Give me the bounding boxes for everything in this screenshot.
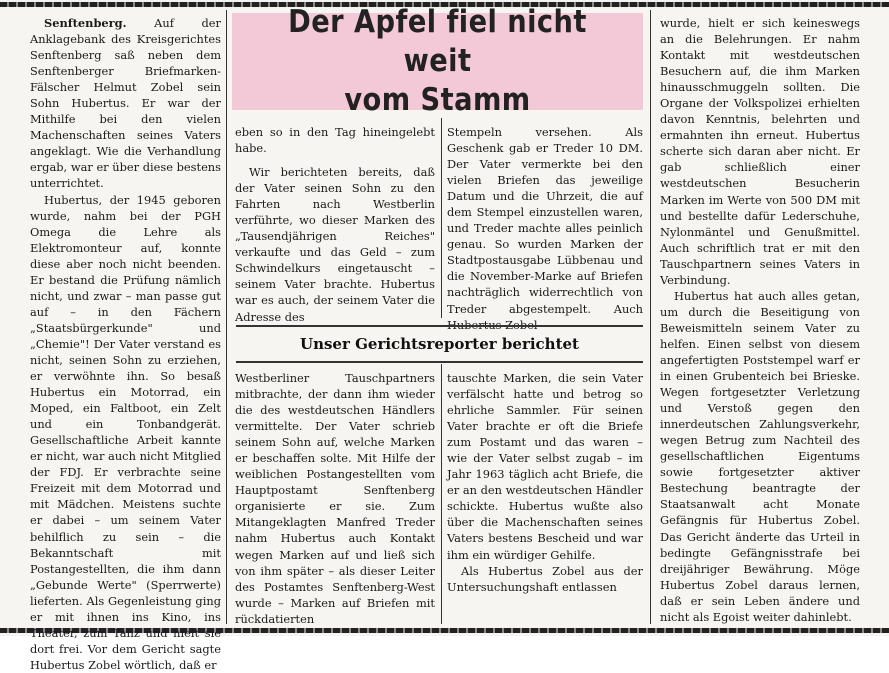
headline-box — [232, 4, 643, 118]
column-1 — [30, 15, 221, 672]
paragraph: eben so in den Tag hineingelebt habe. — [235, 125, 435, 156]
column-divider — [650, 10, 651, 624]
headline — [257, 3, 619, 120]
paragraph-text: Auf der Anklagebank des Kreisgerichtes Senftenberg saß neben dem Senftenberger Briefmarken-Fälscher Helmut Zobel sein Sohn Hubertus. Er war der Mithilfe bei den vielen Machenschaften seines Vaters angeklagt. Wie die Verhandlung ergab, war er über diese bestens unterrichtet. — [30, 16, 221, 191]
paragraph: tauschte Marken, die sein Vater verfälscht hatte und betrog so ehrliche Sammler. Für seinen Vater brachte er oft die Briefe zum Postamt und das waren – wie der Vater selbst zugab – im Jahr 1963 täglich acht Briefe, die er an den westdeutschen Händler schickte. Hubertus wußte also über die Machenschaften seines Vaters bestens Bescheid und war ihm ein würdiger Gehilfe. — [447, 371, 643, 562]
column-2-upper — [235, 124, 435, 324]
paragraph: wurde, hielt er sich keineswegs an die Belehrungen. Er nahm Kontakt mit westdeutschen Besuchern auf, die ihm Marken hinausschmuggeln sollten. Die Organe der Volkspolizei erhielten davon Kenntnis, belehrten und ermahnten ihn erneut. Hubertus scherte sich daran aber nicht. Er gab schließlich einer westdeutschen Besucherin Marken im Werte von 500 DM mit und bestellte dafür Lederschuhe, Nylonmäntel und Genußmittel. Auch schriftlich trat er mit den Tauschpartnern seines Vaters in Verbindung. — [660, 16, 860, 287]
column-2-lower — [235, 370, 435, 626]
headline-line-2: vom Stamm — [344, 82, 531, 118]
paragraph: Hubertus hat auch alles getan, um durch die Beseitigung von Beweismitteln seinem Vater zu helfen. Einen selbst von diesem angefertigten Poststempel warf er in einen Grubenteich bei Brieske. Wegen fortgesetzter Verletzung und Verstoß gegen den innerdeutschen Zahlungsverkehr, wegen Betrug zum Nachteil des gesellschaftlichen Eigentums sowie fortgesetzter aktiver Bestechung beantragte der Staatsanwalt acht Monate Gefängnis für Hubertus Zobel. Das Gericht änderte das Urteil in bedingte Gefängnisstrafe bei dreijähriger Bewährung. Möge Hubertus Zobel daraus lernen, daß er sein Leben ändere und nicht als Egoist weiter dahinlebt. — [660, 288, 860, 624]
paragraph: Hubertus, der 1945 geboren wurde, nahm bei der PGH Omega die Lehre als Elektromonteur auf, konnte diese aber noch nicht beenden. Er bestand die Prüfung nämlich nicht, und zwar – man passe gut auf – in den Fächern „Staatsbürgerkunde" und „Chemie"! Der Vater verstand es nicht, seinen Sohn zu erziehen, er verwöhnte ihn. So besaß Hubertus ein Motorrad, ein Moped, ein Faltboot, ein Zelt und ein Tonbandgerät. Gesellschaftliche Arbeit kannte er nicht, war auch nicht Mitglied der FDJ. Er verbrachte seine Freizeit mit dem Motorrad und mit Mädchen. Meistens suchte er dabei – um seinem Vater behilflich zu sein – die Bekanntschaft mit Postangestellten, die ihm dann „Gebunde Werte" (Sperrwerte) lieferten. Als Gegenleistung ging er mit ihnen ins Kino, ins Theater, zum Tanz und hielt sie dort frei. Vor dem Gericht sagte Hubertus Zobel wörtlich, daß er — [30, 192, 221, 672]
column-3-upper — [447, 124, 643, 332]
dateline: Senftenberg. — [44, 16, 127, 30]
paragraph: Westberliner Tauschpartners mitbrachte, der dann ihm wieder die des westdeutschen Händlers vermittelte. Der Vater schrieb seinem Sohn auf, welche Marken er beschaffen solte. Mit Hilfe der weiblichen Postangestellten vom Hauptpostamt Senftenberg organisierte er sie. Zum Mitangeklagten Manfred Treder nahm Hubertus auch Kontakt wegen Marken auf und ließ sich von ihm später – als dieser Leiter des Postamtes Senftenberg-West wurde – Marken auf Briefen mit rückdatierten — [235, 371, 435, 626]
column-divider — [441, 118, 442, 318]
paragraph: Stempeln versehen. Als Geschenk gab er Treder 10 DM. Der Vater vermerkte bei den vielen Briefen das jeweilige Datum und die Uhrzeit, die auf dem Stempel einzustellen waren, und Treder machte alles peinlich genau. So wurden Marken der Stadtpostausgabe Lübbenau und die November-Marke auf Briefen nachträglich widerrechtlich von Treder abgestempelt. Auch Hubertus Zobel — [447, 125, 643, 332]
subheading: Unser Gerichtsreporter berichtet — [300, 335, 579, 353]
headline-line-1: Der Apfel fiel nicht weit — [288, 4, 587, 79]
subheading-bar — [236, 325, 643, 363]
column-3-lower — [447, 370, 643, 622]
column-divider — [441, 364, 442, 624]
paragraph: Als Hubertus Zobel aus der Untersuchungshaft entlassen — [447, 563, 643, 594]
column-divider — [226, 10, 227, 624]
column-4 — [660, 15, 860, 625]
paragraph — [30, 15, 221, 192]
paragraph: Wir berichteten bereits, daß der Vater seinen Sohn zu den Fahrten nach Westberlin verführte, wo dieser Marken des „Tausendjährigen Reiches" verkaufte und das Geld – zum Schwindelkurs eingetauscht – seinem Vater brachte. Hubertus war es auch, der seinem Vater die Adresse des — [235, 165, 435, 324]
